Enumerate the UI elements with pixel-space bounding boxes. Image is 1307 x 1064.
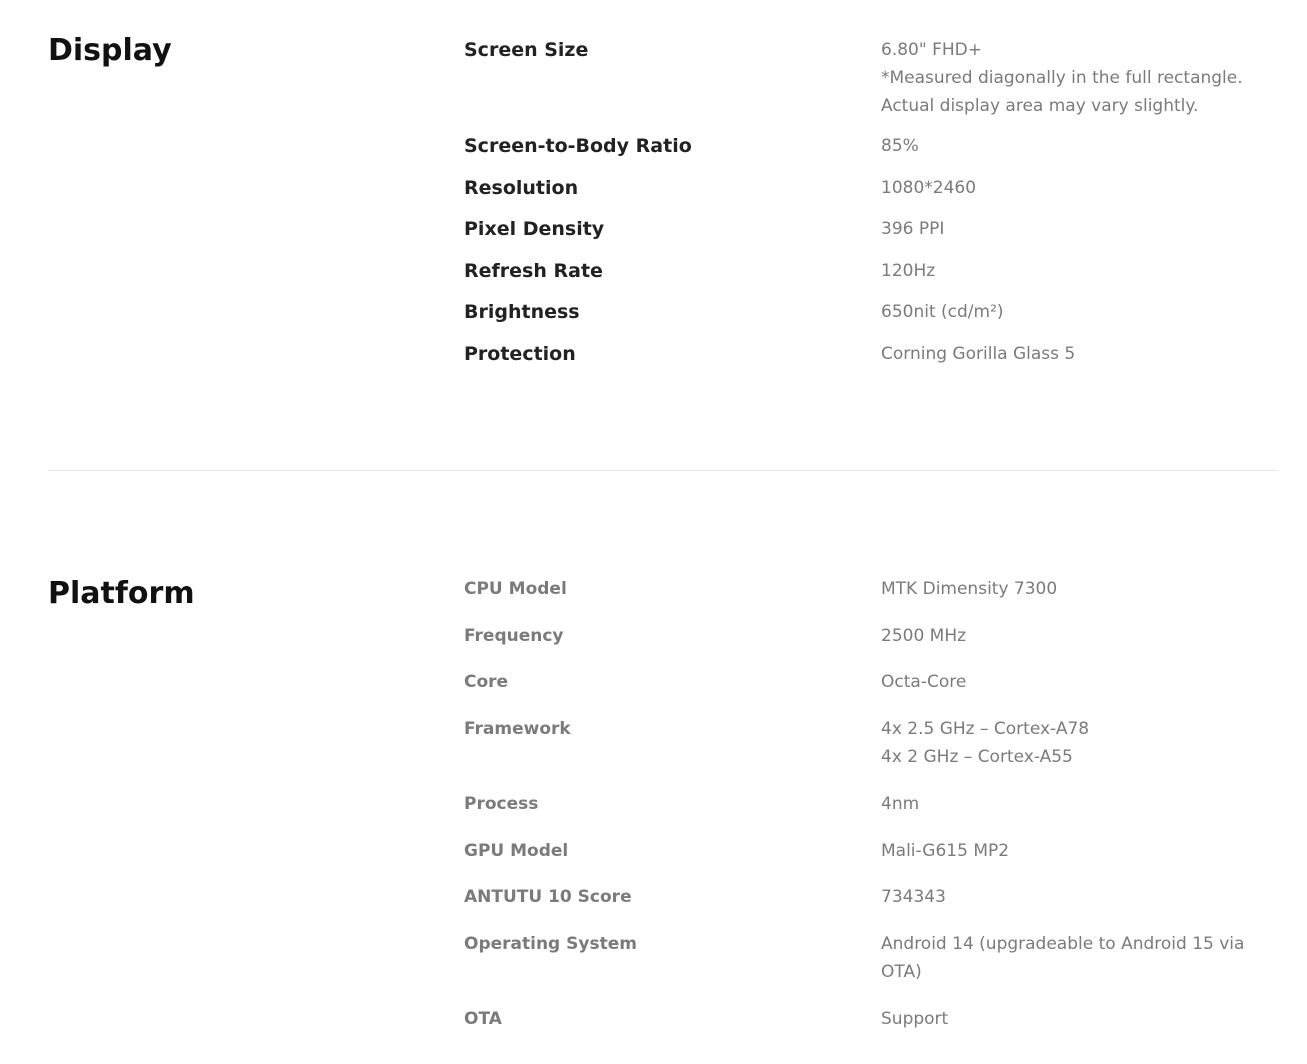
spec-label: Screen Size [464, 39, 589, 61]
spec-label: GPU Model [464, 841, 569, 861]
spec-value [881, 622, 1271, 650]
spec-value [881, 930, 1271, 986]
spec-value-line: MTK Dimensity 7300 [881, 579, 1058, 599]
section-title-platform: Platform [48, 576, 195, 611]
section-title-display: Display [48, 33, 172, 68]
spec-value [881, 668, 1271, 696]
spec-label: ANTUTU 10 Score [464, 887, 632, 907]
spec-value-line: 1080*2460 [881, 178, 977, 198]
spec-value [881, 36, 1271, 120]
spec-value-line: 6.80" FHD+ [881, 40, 982, 60]
spec-label: Protection [464, 343, 576, 365]
spec-label: Pixel Density [464, 218, 605, 240]
spec-value-line: 85% [881, 136, 919, 156]
spec-label: Screen-to-Body Ratio [464, 135, 692, 157]
spec-value [881, 575, 1271, 603]
spec-value-line: Mali-G615 MP2 [881, 841, 1010, 861]
spec-value-line: 4x 2 GHz – Cortex-A55 [881, 747, 1073, 767]
spec-label: Frequency [464, 626, 564, 646]
spec-value [881, 298, 1271, 326]
spec-value-line: 4x 2.5 GHz – Cortex-A78 [881, 719, 1090, 739]
spec-value-line: 120Hz [881, 261, 936, 281]
spec-label: Brightness [464, 301, 580, 323]
spec-value [881, 1005, 1271, 1033]
spec-value-line: Actual display area may vary slightly. [881, 96, 1199, 116]
spec-value [881, 257, 1271, 285]
spec-value [881, 715, 1271, 771]
spec-label: Resolution [464, 177, 579, 199]
spec-value-line: Support [881, 1009, 949, 1029]
spec-value-line: Octa-Core [881, 672, 967, 692]
spec-value-line: *Measured diagonally in the full rectangle. [881, 68, 1243, 88]
spec-value-line: Corning Gorilla Glass 5 [881, 344, 1076, 364]
spec-label: Operating System [464, 934, 637, 954]
spec-value [881, 883, 1271, 911]
spec-value-line: 650nit (cd/m²) [881, 302, 1004, 322]
spec-value [881, 837, 1271, 865]
spec-value-line: 2500 MHz [881, 626, 967, 646]
spec-value [881, 174, 1271, 202]
spec-value [881, 132, 1271, 160]
spec-value-line: 734343 [881, 887, 946, 907]
spec-value-line: Android 14 (upgradeable to Android 15 via [881, 934, 1245, 954]
spec-value-line: OTA) [881, 962, 922, 982]
spec-value-line: 4nm [881, 794, 920, 814]
section-divider [48, 470, 1278, 471]
spec-value [881, 340, 1271, 368]
spec-label: Process [464, 794, 539, 814]
spec-label: Framework [464, 719, 571, 739]
spec-label: CPU Model [464, 579, 567, 599]
spec-label: Core [464, 672, 509, 692]
spec-value [881, 215, 1271, 243]
spec-label: OTA [464, 1009, 502, 1029]
spec-value-line: 396 PPI [881, 219, 945, 239]
spec-value [881, 790, 1271, 818]
spec-label: Refresh Rate [464, 260, 603, 282]
